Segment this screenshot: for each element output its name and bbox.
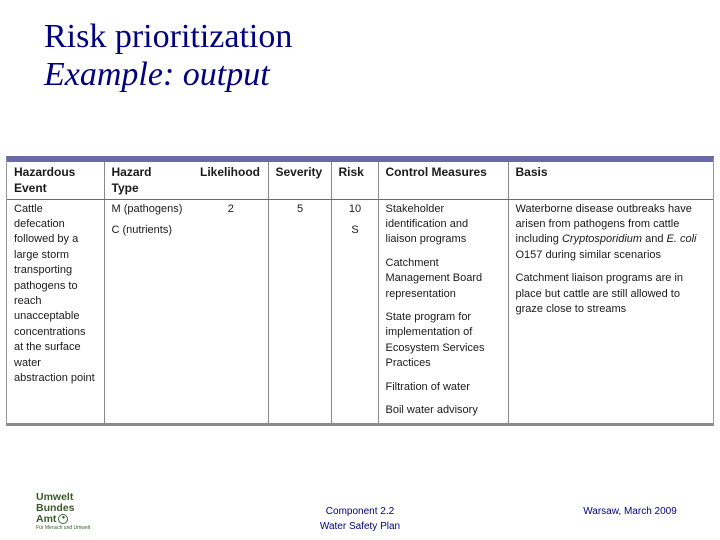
cell-basis: [508, 199, 713, 423]
cell-line: at the surface: [14, 341, 81, 354]
cell-line: State program for: [385, 310, 472, 323]
hazard-type-chemical: C (nutrients): [111, 223, 173, 236]
logo-tagline: Für Mensch und Umwelt: [36, 525, 91, 531]
control-measure: [386, 310, 502, 372]
logo-text: Amt: [36, 513, 57, 525]
cell-line: Practices: [385, 357, 431, 370]
footer-component: [300, 504, 420, 534]
cell-line: arisen from pathogens from cattle: [515, 217, 680, 230]
cell-likelihood: [193, 199, 268, 423]
cell-line: Stakeholder: [385, 202, 445, 215]
cell-line: liaison programs: [385, 233, 467, 246]
pathogen-name: Cryptosporidium: [561, 233, 643, 246]
cell-line: abstraction point: [14, 371, 95, 384]
footer-component-line: Water Safety Plan: [319, 521, 401, 532]
table-row: [7, 199, 713, 423]
cell-line: Filtration of water: [385, 380, 470, 393]
severity-value: 5: [296, 202, 304, 215]
cell-line: graze close to streams: [515, 302, 627, 315]
logo-text: Bundes: [36, 502, 75, 514]
logo-text-row: [36, 514, 90, 525]
table-header-row: [7, 162, 713, 199]
cell-line: Cattle: [14, 202, 43, 215]
control-measure: [386, 380, 502, 395]
cell-line: concentrations: [14, 325, 86, 338]
control-measure: [386, 202, 502, 248]
cell-line: representation: [385, 287, 456, 300]
header-hazardous-event: [7, 162, 104, 199]
cell-line: reach: [14, 294, 42, 307]
cell-hazardous-event: [7, 199, 104, 423]
cell-line: large storm: [14, 248, 70, 261]
slide-title: Risk prioritization: [44, 18, 293, 55]
header-text: Type: [111, 181, 139, 195]
text-run: and: [642, 233, 667, 246]
header-likelihood: Likelihood: [193, 162, 268, 199]
cell-line: unacceptable: [14, 310, 80, 323]
hazard-type-microbial: M (pathogens): [111, 202, 183, 215]
risk-table: [7, 162, 713, 423]
basis-paragraph: [516, 271, 708, 317]
umweltbundesamt-logo: [36, 492, 90, 532]
header-control-measures: Control Measures: [378, 162, 508, 199]
slide-title-block: [44, 18, 292, 94]
slide-subtitle: Example: output: [44, 56, 270, 93]
cell-line: followed by a: [14, 233, 79, 246]
cell-hazard-type: [104, 199, 193, 423]
header-risk: Risk: [331, 162, 378, 199]
cell-line: transporting: [14, 264, 73, 277]
cell-line: Waterborne disease outbreaks have: [515, 202, 692, 215]
header-text: Hazardous: [14, 165, 76, 179]
header-text: Hazard: [111, 165, 152, 179]
cell-line: O157 during similar scenarios: [515, 248, 662, 261]
cell-line: Catchment: [385, 256, 439, 269]
cell-severity: [268, 199, 331, 423]
risk-table-frame: [6, 156, 714, 426]
cell-line: water: [14, 356, 41, 369]
cell-line: Catchment liaison programs are in: [515, 272, 684, 285]
cell-line: implementation of: [385, 326, 473, 339]
cell-line: Management Board: [385, 272, 483, 285]
text-run: including: [515, 233, 562, 246]
header-hazard-type: [104, 162, 193, 199]
risk-score-chemical: S: [351, 223, 359, 236]
logo-text: Umwelt: [36, 491, 74, 503]
control-measure: [386, 256, 502, 302]
cell-line: defecation: [14, 217, 65, 230]
footer-component-line: Component 2.2: [325, 506, 395, 517]
globe-icon: ●: [58, 514, 68, 524]
cell-line: identification and: [385, 217, 469, 230]
header-severity: Severity: [268, 162, 331, 199]
cell-line: [516, 232, 708, 247]
header-text: Event: [14, 181, 47, 195]
cell-line: Boil water advisory: [385, 403, 478, 416]
cell-line: place but cattle are still allowed to: [515, 287, 680, 300]
pathogen-name: E. coli: [666, 233, 697, 246]
cell-line: Ecosystem Services: [385, 341, 485, 354]
control-measure: [386, 403, 502, 418]
footer-date: Warsaw, March 2009: [583, 506, 677, 517]
cell-risk: [331, 199, 378, 423]
likelihood-value: 2: [227, 202, 234, 215]
header-basis: Basis: [508, 162, 713, 199]
cell-line: pathogens to: [14, 279, 78, 292]
cell-control-measures: [378, 199, 508, 423]
risk-score-microbial: 10: [348, 202, 362, 215]
basis-paragraph: [516, 202, 708, 264]
